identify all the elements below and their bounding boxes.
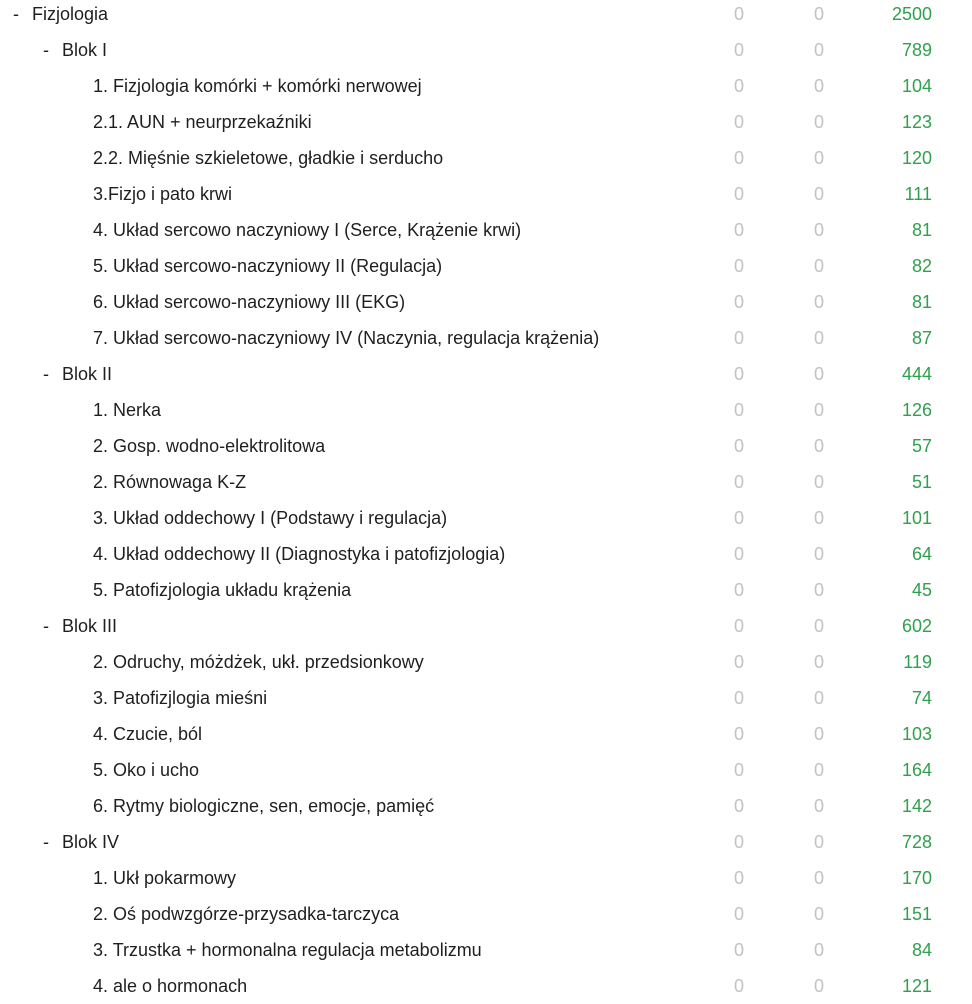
total-count: 84 <box>911 940 932 960</box>
tree-item-row[interactable] <box>0 320 972 356</box>
row-label[interactable]: 1. Fizjologia komórki + komórki nerwowej <box>93 76 422 96</box>
count-column-2: 0 <box>813 976 824 996</box>
total-count: 120 <box>901 148 932 168</box>
total-count: 104 <box>901 76 932 96</box>
collapse-toggle[interactable]: - <box>43 40 49 60</box>
tree-item-row[interactable] <box>0 788 972 824</box>
row-label[interactable]: 4. Czucie, ból <box>93 724 203 744</box>
total-count: 170 <box>901 868 932 888</box>
count-column-1: 0 <box>733 904 744 924</box>
count-column-2: 0 <box>813 796 824 816</box>
row-label[interactable]: Blok I <box>62 40 108 60</box>
total-count: 81 <box>911 220 932 240</box>
count-column-2: 0 <box>813 544 824 564</box>
count-column-1: 0 <box>733 652 744 672</box>
tree-item-row[interactable] <box>0 752 972 788</box>
row-label[interactable]: 2. Gosp. wodno-elektrolitowa <box>93 436 326 456</box>
tree-item-row[interactable] <box>0 716 972 752</box>
total-count: 51 <box>911 472 932 492</box>
total-count: 74 <box>911 688 932 708</box>
tree-item-row[interactable] <box>0 572 972 608</box>
total-count: 111 <box>904 184 932 204</box>
count-column-1: 0 <box>733 112 744 132</box>
total-count: 126 <box>901 400 932 420</box>
count-column-2: 0 <box>813 832 824 852</box>
row-label[interactable]: 2.1. AUN + neurprzekaźniki <box>93 112 312 132</box>
tree-item-row[interactable] <box>0 176 972 212</box>
row-label[interactable]: Blok III <box>62 616 118 636</box>
tree-item-row[interactable] <box>0 104 972 140</box>
count-column-1: 0 <box>733 868 744 888</box>
row-label[interactable]: 5. Oko i ucho <box>93 760 200 780</box>
count-column-2: 0 <box>813 220 824 240</box>
total-count: 119 <box>903 652 932 672</box>
tree-item-row[interactable] <box>0 680 972 716</box>
tree-item-row[interactable] <box>0 68 972 104</box>
count-column-1: 0 <box>733 472 744 492</box>
count-column-1: 0 <box>733 508 744 528</box>
count-column-1: 0 <box>733 76 744 96</box>
count-column-2: 0 <box>813 868 824 888</box>
tree-item-row[interactable] <box>0 248 972 284</box>
total-count: 789 <box>901 40 932 60</box>
count-column-2: 0 <box>813 688 824 708</box>
total-count: 82 <box>911 256 932 276</box>
count-column-1: 0 <box>733 400 744 420</box>
row-label[interactable]: 2.2. Mięśnie szkieletowe, gładkie i serducho <box>93 148 444 168</box>
collapse-toggle[interactable]: - <box>43 364 49 384</box>
total-count: 57 <box>911 436 932 456</box>
count-column-1: 0 <box>733 292 744 312</box>
collapse-toggle[interactable]: - <box>43 616 49 636</box>
row-label[interactable]: 2. Równowaga K-Z <box>93 472 247 492</box>
count-column-2: 0 <box>813 760 824 780</box>
row-label[interactable]: 5. Układ sercowo-naczyniowy II (Regulacja) <box>93 256 443 276</box>
count-column-1: 0 <box>733 832 744 852</box>
count-column-1: 0 <box>733 688 744 708</box>
count-column-2: 0 <box>813 616 824 636</box>
row-label[interactable]: Blok II <box>62 364 113 384</box>
count-column-2: 0 <box>813 940 824 960</box>
row-label[interactable]: 4. ale o hormonach <box>93 976 248 996</box>
row-label[interactable]: 4. Układ sercowo naczyniowy I (Serce, Krążenie krwi) <box>93 220 522 240</box>
tree-group-row[interactable] <box>0 824 972 860</box>
total-count: 164 <box>901 760 932 780</box>
count-column-2: 0 <box>813 652 824 672</box>
row-label[interactable]: 7. Układ sercowo-naczyniowy IV (Naczynia, regulacja krążenia) <box>93 328 600 348</box>
count-column-2: 0 <box>813 40 824 60</box>
tree-item-row[interactable] <box>0 464 972 500</box>
count-column-1: 0 <box>733 976 744 996</box>
count-column-2: 0 <box>813 436 824 456</box>
tree-item-row[interactable] <box>0 500 972 536</box>
count-column-1: 0 <box>733 40 744 60</box>
total-count: 45 <box>911 580 932 600</box>
count-column-2: 0 <box>813 76 824 96</box>
total-count: 64 <box>911 544 932 564</box>
count-column-1: 0 <box>733 328 744 348</box>
count-column-2: 0 <box>813 148 824 168</box>
total-count: 87 <box>911 328 932 348</box>
count-column-2: 0 <box>813 328 824 348</box>
count-column-1: 0 <box>733 220 744 240</box>
count-column-2: 0 <box>813 112 824 132</box>
row-label[interactable]: Blok IV <box>62 832 120 852</box>
total-count: 444 <box>901 364 932 384</box>
tree-item-row[interactable] <box>0 536 972 572</box>
total-count: 101 <box>901 508 932 528</box>
total-count: 602 <box>901 616 932 636</box>
count-column-1: 0 <box>733 616 744 636</box>
count-column-2: 0 <box>813 4 824 24</box>
count-column-1: 0 <box>733 940 744 960</box>
tree-item-row[interactable] <box>0 896 972 932</box>
row-label[interactable]: 3. Patofizjlogia mieśni <box>93 688 268 708</box>
tree-item-row[interactable] <box>0 968 972 1004</box>
tree-root-row[interactable] <box>0 0 972 32</box>
count-column-2: 0 <box>813 400 824 420</box>
count-column-1: 0 <box>733 148 744 168</box>
row-label[interactable]: 2. Odruchy, móżdżek, ukł. przedsionkowy <box>93 652 424 672</box>
count-column-1: 0 <box>733 184 744 204</box>
total-count: 123 <box>901 112 932 132</box>
count-column-2: 0 <box>813 184 824 204</box>
row-label[interactable]: 3.Fizjo i pato krwi <box>93 184 233 204</box>
count-column-2: 0 <box>813 904 824 924</box>
count-column-2: 0 <box>813 724 824 744</box>
count-column-2: 0 <box>813 292 824 312</box>
row-label[interactable]: 3. Trzustka + hormonalna regulacja metabolizmu <box>93 940 482 960</box>
tree-group-row[interactable] <box>0 32 972 68</box>
row-label[interactable]: 1. Nerka <box>93 400 162 420</box>
count-column-1: 0 <box>733 724 744 744</box>
tree-item-row[interactable] <box>0 392 972 428</box>
tree-item-row[interactable] <box>0 284 972 320</box>
tree-item-row[interactable] <box>0 860 972 896</box>
count-column-2: 0 <box>813 580 824 600</box>
tree-item-row[interactable] <box>0 644 972 680</box>
count-column-2: 0 <box>813 472 824 492</box>
row-label[interactable]: 4. Układ oddechowy II (Diagnostyka i patofizjologia) <box>93 544 506 564</box>
count-column-1: 0 <box>733 544 744 564</box>
total-count: 2500 <box>891 4 932 24</box>
collapse-toggle[interactable]: - <box>13 4 19 24</box>
collapse-toggle[interactable]: - <box>43 832 49 852</box>
tree-item-row[interactable] <box>0 428 972 464</box>
total-count: 728 <box>901 832 932 852</box>
total-count: 81 <box>911 292 932 312</box>
count-column-1: 0 <box>733 760 744 780</box>
count-column-1: 0 <box>733 4 744 24</box>
tree-item-row[interactable] <box>0 932 972 968</box>
count-column-2: 0 <box>813 508 824 528</box>
total-count: 151 <box>901 904 932 924</box>
tree-group-row[interactable] <box>0 608 972 644</box>
tree-group-row[interactable] <box>0 356 972 392</box>
row-label[interactable]: 1. Ukł pokarmowy <box>93 868 237 888</box>
tree-item-row[interactable] <box>0 140 972 176</box>
count-column-2: 0 <box>813 364 824 384</box>
row-label[interactable]: 5. Patofizjologia układu krążenia <box>93 580 352 600</box>
count-column-1: 0 <box>733 580 744 600</box>
total-count: 121 <box>901 976 932 996</box>
row-label[interactable]: 6. Układ sercowo-naczyniowy III (EKG) <box>93 292 406 312</box>
row-label[interactable]: 2. Oś podwzgórze-przysadka-tarczyca <box>93 904 400 924</box>
row-label[interactable]: 6. Rytmy biologiczne, sen, emocje, pamięć <box>93 796 435 816</box>
count-column-1: 0 <box>733 436 744 456</box>
count-column-2: 0 <box>813 256 824 276</box>
count-column-1: 0 <box>733 256 744 276</box>
total-count: 103 <box>901 724 932 744</box>
total-count: 142 <box>901 796 932 816</box>
tree-item-row[interactable] <box>0 212 972 248</box>
count-column-1: 0 <box>733 796 744 816</box>
count-column-1: 0 <box>733 364 744 384</box>
row-label[interactable]: Fizjologia <box>32 4 109 24</box>
row-label[interactable]: 3. Układ oddechowy I (Podstawy i regulacja) <box>93 508 448 528</box>
